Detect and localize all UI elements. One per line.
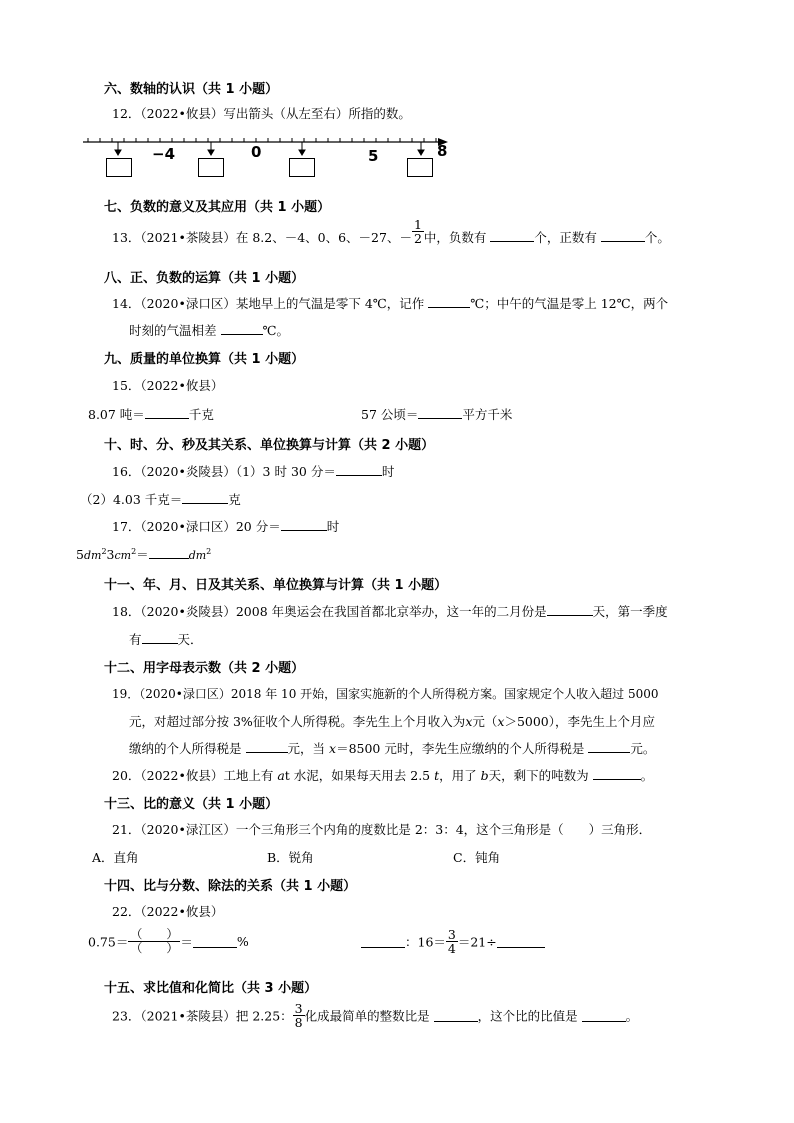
answer-blank[interactable]	[182, 491, 228, 504]
q20-text: ，用了	[439, 768, 477, 783]
section-heading-10: 十、时、分、秒及其关系、单位换算与计算（共 2 小题）	[104, 438, 435, 453]
q22-text: ＝21÷	[457, 934, 497, 950]
answer-blank[interactable]	[193, 935, 237, 948]
question-14-line2	[129, 321, 289, 339]
q18-text: 有	[129, 632, 142, 647]
q14-text: ℃。	[262, 323, 289, 338]
q15-text: 千克	[188, 407, 214, 422]
q23-fraction	[293, 1002, 305, 1029]
section-heading-14: 十四、比与分数、除法的关系（共 1 小题）	[104, 879, 357, 894]
q19-text: 元，对超过部分按 3%征收个人所得税。李先生上个月收入为	[129, 714, 466, 729]
exponent: 2	[101, 546, 107, 556]
section-heading-7: 七、负数的意义及其应用（共 1 小题）	[104, 200, 331, 215]
unit-t: t	[434, 768, 440, 783]
option-a[interactable]: A．直角	[92, 850, 139, 865]
section-heading-9: 九、质量的单位换算（共 1 小题）	[104, 352, 305, 367]
question-16	[112, 462, 394, 480]
question-16-part-2	[80, 490, 241, 508]
answer-blank[interactable]	[361, 935, 405, 948]
q15-text: 57 公顷＝	[361, 407, 419, 422]
variable-a: a	[277, 768, 285, 783]
q22-text: ：16＝	[405, 934, 446, 950]
answer-blank[interactable]	[418, 406, 462, 419]
section-heading-6: 六、数轴的认识（共 1 小题）	[104, 82, 279, 97]
number-line	[80, 128, 450, 178]
answer-box-2[interactable]	[198, 158, 224, 177]
q17-text: 3	[106, 547, 115, 562]
unit-dm: dm	[83, 549, 102, 562]
variable-b: b	[480, 768, 489, 783]
unit-dm: dm	[188, 549, 207, 562]
answer-blank[interactable]	[142, 631, 178, 644]
q17-text: 5	[76, 547, 84, 562]
q23-text: 。	[625, 1008, 639, 1024]
option-c[interactable]: C．钝角	[453, 850, 501, 865]
option-b[interactable]: B．锐角	[267, 850, 314, 865]
q18-text: 18．（2020•炎陵县）2008 年奥运会在我国首都北京举办，这一年的二月份是	[112, 604, 547, 619]
q13-fraction-den: 2	[413, 231, 422, 246]
answer-blank[interactable]	[490, 229, 534, 242]
q22-fraction-den: 4	[447, 941, 456, 956]
answer-blank[interactable]	[434, 1009, 478, 1022]
q22-text: 0.75＝	[88, 934, 129, 950]
answer-box-1[interactable]	[106, 158, 132, 177]
q18-text: 天，第一季度	[592, 604, 668, 619]
answer-blank[interactable]	[593, 767, 641, 780]
exponent: 2	[206, 546, 212, 556]
question-19: 19．（2020•渌口区）2018 年 10 开始，国家实施新的个人所得税方案。国家规定个人收入超过 5000	[112, 687, 659, 701]
answer-blank[interactable]	[428, 295, 470, 308]
q22-fraction-num: 3	[447, 927, 456, 942]
q22-fraction-den: （ ）	[130, 941, 179, 955]
q13-fraction	[412, 218, 424, 245]
number-line-label: 8	[437, 142, 448, 160]
q19-text: ＞5000），李先生上个月应	[504, 714, 656, 729]
q23-text: 化成最简单的整数比是	[304, 1008, 430, 1024]
q14-text: 时刻的气温相差	[129, 323, 217, 338]
q18-text: 天．	[177, 632, 203, 647]
answer-blank[interactable]	[149, 546, 189, 559]
question-15-part-b	[361, 405, 512, 423]
answer-blank[interactable]	[281, 518, 327, 531]
q23-fraction-num: 3	[294, 1001, 303, 1016]
answer-blank[interactable]	[497, 935, 545, 948]
q16-text: 16．（2020•炎陵县）（1）3 时 30 分＝	[112, 464, 336, 479]
q13-fraction-num: 1	[413, 217, 422, 232]
question-17	[112, 517, 339, 535]
q23-fraction-den: 8	[294, 1015, 303, 1030]
q20-text: 天，剩下的吨数为	[488, 768, 589, 783]
question-22: 22．（2022•攸县）	[112, 904, 224, 919]
number-line-label: 0	[251, 143, 262, 161]
question-13	[112, 217, 670, 246]
q20-text: 20．（2022•攸县）工地上有	[112, 768, 274, 783]
answer-blank[interactable]	[547, 603, 593, 616]
answer-blank[interactable]	[221, 322, 263, 335]
question-20	[112, 766, 653, 784]
question-15-part-a	[88, 405, 214, 423]
q13-text: 中，负数有	[423, 230, 487, 245]
q19-text: 缴纳的个人所得税是	[129, 741, 242, 756]
question-18	[112, 602, 668, 620]
answer-blank[interactable]	[145, 406, 189, 419]
q22-fraction-num: （ ）	[130, 927, 179, 941]
question-12: 12．（2022•攸县）写出箭头（从左至右）所指的数。	[112, 106, 411, 121]
variable-x: x	[497, 714, 505, 729]
number-line-label: 5	[368, 147, 379, 165]
section-heading-15: 十五、求比值和化简比（共 3 小题）	[104, 981, 318, 996]
q22-fraction	[446, 928, 458, 955]
question-15: 15．（2022•攸县）	[112, 378, 224, 393]
question-23	[112, 1002, 638, 1036]
variable-x: x	[465, 714, 473, 729]
answer-blank[interactable]	[582, 1009, 626, 1022]
q22-text: %	[236, 934, 249, 949]
section-heading-13: 十三、比的意义（共 1 小题）	[104, 797, 279, 812]
q16-text: 时	[381, 464, 395, 479]
question-17-part-2	[76, 545, 211, 563]
question-18-line2	[129, 630, 203, 648]
number-line-label: −4	[152, 145, 176, 163]
question-22-part-a	[88, 928, 249, 962]
q19-text: 元（	[472, 714, 498, 729]
section-heading-8: 八、正、负数的运算（共 1 小题）	[104, 271, 305, 286]
variable-x: x	[329, 741, 337, 756]
q19-text: ＝8500 元时，李先生应缴纳的个人所得税是	[336, 741, 585, 756]
section-heading-11: 十一、年、月、日及其关系、单位换算与计算（共 1 小题）	[104, 578, 448, 593]
q17-text: ＝	[136, 547, 149, 562]
section-heading-12: 十二、用字母表示数（共 2 小题）	[104, 661, 305, 676]
answer-blank[interactable]	[588, 740, 630, 753]
answer-box-4[interactable]	[407, 158, 433, 177]
q19-text: 元，当	[287, 741, 326, 756]
q13-text: 13．（2021•茶陵县）在 8.2、－4、0、6、－27、－	[112, 230, 412, 245]
number-line-svg	[80, 128, 450, 178]
q19-text: 元。	[630, 741, 656, 756]
question-19-line3	[129, 739, 655, 757]
q23-text: ，这个比的比值是	[477, 1008, 578, 1024]
unit-cm: cm	[114, 549, 132, 562]
question-22-part-b	[361, 928, 545, 962]
q15-text: 8.07 吨＝	[88, 407, 145, 422]
answer-blank[interactable]	[336, 463, 382, 476]
q15-text: 平方千米	[462, 407, 513, 422]
q16-text: （2）4.03 千克＝	[80, 492, 183, 507]
question-21: 21．（2020•渌江区）一个三角形三个内角的度数比是 2：3：4，这个三角形是（ ）三角形．	[112, 822, 652, 837]
q14-text: 14．（2020•渌口区）某地早上的气温是零下 4℃，记作	[112, 296, 425, 311]
exponent: 2	[131, 546, 137, 556]
q20-text: 。	[640, 768, 654, 783]
q22-text: ＝	[180, 934, 193, 950]
q14-text: ℃；中午的气温是零上 12℃，两个	[470, 296, 669, 311]
q13-text: 个，正数有	[534, 230, 597, 245]
q23-text: 23．（2021•茶陵县）把 2.25：	[112, 1008, 293, 1024]
question-19-line2	[129, 712, 655, 730]
question-14	[112, 294, 668, 312]
q17-text: 17．（2020•渌口区）20 分＝	[112, 519, 281, 534]
answer-blank[interactable]	[601, 229, 645, 242]
q13-text: 个。	[644, 230, 670, 245]
q22-fraction	[128, 928, 180, 955]
answer-box-3[interactable]	[289, 158, 315, 177]
q20-text: t 水泥，如果每天用去 2.5	[284, 768, 431, 783]
answer-blank[interactable]	[246, 740, 288, 753]
q17-text: 时	[326, 519, 340, 534]
q16-text: 克	[228, 492, 241, 507]
